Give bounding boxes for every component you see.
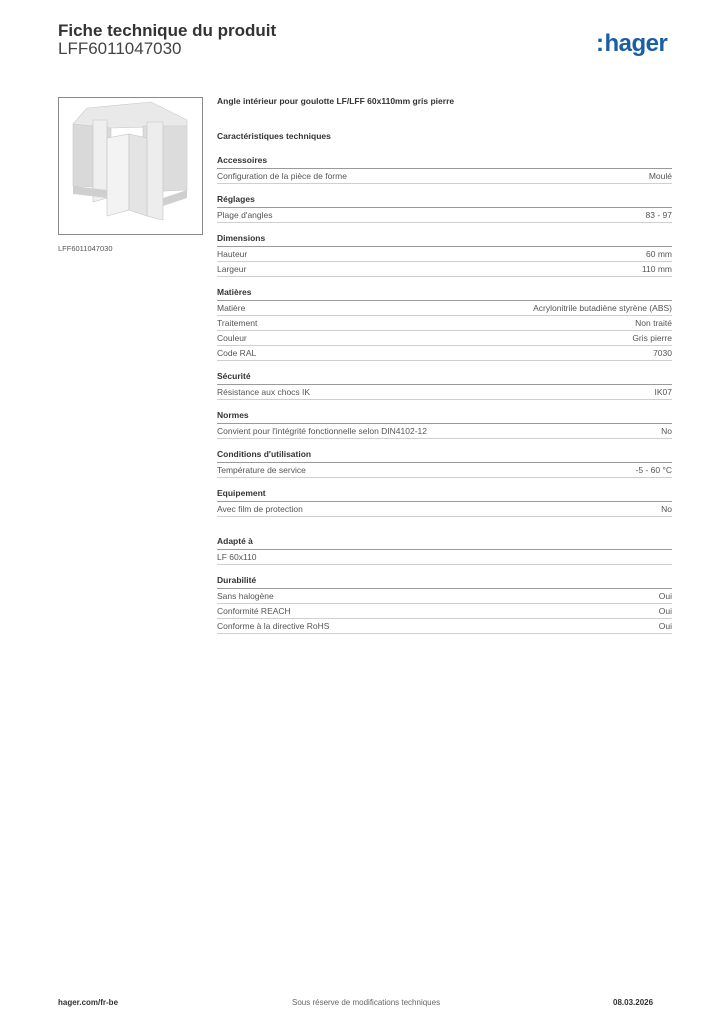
section-title: Accessoires xyxy=(217,155,672,169)
spec-value: Acrylonitrile butadiène styrène (ABS) xyxy=(533,303,672,313)
header-title: Fiche technique du produit xyxy=(58,21,277,40)
section-title: Equipement xyxy=(217,488,672,502)
tech-title: Caractéristiques techniques xyxy=(217,131,331,141)
section-equipement xyxy=(217,488,672,517)
section-title: Normes xyxy=(217,410,672,424)
logo-text: hager xyxy=(604,30,668,57)
section-title: Sécurité xyxy=(217,371,672,385)
spec-value: Gris pierre xyxy=(632,333,672,343)
spec-label: Résistance aux chocs IK xyxy=(217,387,311,397)
spec-label: Hauteur xyxy=(217,249,248,259)
spec-value: Oui xyxy=(658,606,672,616)
spec-row xyxy=(217,385,672,400)
footer-date: 08.03.2026 xyxy=(613,998,654,1007)
spec-value: -5 - 60 °C xyxy=(635,465,672,475)
spec-label: Couleur xyxy=(217,333,247,343)
section-matieres xyxy=(217,287,672,361)
spec-row xyxy=(217,346,672,361)
spec-row xyxy=(217,247,672,262)
spec-value: IK07 xyxy=(654,387,672,397)
section-conditions xyxy=(217,449,672,478)
spec-label: Conforme à la directive RoHS xyxy=(217,621,330,631)
spec-label: Traitement xyxy=(217,318,258,328)
section-normes xyxy=(217,410,672,439)
spec-label: Conformité REACH xyxy=(217,606,291,616)
product-image xyxy=(58,97,203,235)
spec-label: Température de service xyxy=(217,465,306,475)
section-adapte xyxy=(217,536,672,565)
website-link[interactable]: hager.com/fr-be xyxy=(58,998,119,1007)
spec-row xyxy=(217,502,672,517)
spec-label: LF 60x110 xyxy=(217,552,257,562)
section-reglages xyxy=(217,194,672,223)
spec-label: Configuration de la pièce de forme xyxy=(217,171,347,181)
section-title: Réglages xyxy=(217,194,672,208)
spec-panel xyxy=(217,96,672,634)
spec-label: Code RAL xyxy=(217,348,257,358)
logo-mark: : xyxy=(596,30,604,57)
spec-row xyxy=(217,301,672,316)
spec-value: No xyxy=(661,426,672,436)
section-title: Durabilité xyxy=(217,575,672,589)
product-name: Angle intérieur pour goulotte LF/LFF 60x110mm gris pierre xyxy=(217,96,455,106)
spec-label: Sans halogène xyxy=(217,591,274,601)
spec-row xyxy=(217,331,672,346)
section-accessoires xyxy=(217,155,672,184)
spec-row xyxy=(217,169,672,184)
spec-row xyxy=(217,208,672,223)
spec-row xyxy=(217,589,672,604)
section-durabilite xyxy=(217,575,672,634)
image-caption: LFF6011047030 xyxy=(58,244,113,253)
spec-row xyxy=(217,424,672,439)
spec-value: Non traité xyxy=(635,318,672,328)
spec-value: Oui xyxy=(658,621,672,631)
spec-row xyxy=(217,550,672,565)
section-title: Conditions d'utilisation xyxy=(217,449,672,463)
spec-value: 60 mm xyxy=(646,249,672,259)
corner-piece-illustration xyxy=(59,98,202,234)
spec-row xyxy=(217,619,672,634)
footer-notice: Sous réserve de modifications techniques xyxy=(292,998,441,1007)
spec-value: 83 - 97 xyxy=(645,210,672,220)
spec-row xyxy=(217,463,672,478)
spec-value: Oui xyxy=(658,591,672,601)
section-title: Dimensions xyxy=(217,233,672,247)
spec-value: No xyxy=(661,504,672,514)
spec-label: Avec film de protection xyxy=(217,504,303,514)
spec-row xyxy=(217,262,672,277)
spec-row xyxy=(217,316,672,331)
spec-label: Convient pour l'intégrité fonctionnelle selon DIN4102-12 xyxy=(217,426,428,436)
spec-value: 7030 xyxy=(653,348,672,358)
spec-row xyxy=(217,604,672,619)
spec-value: Moulé xyxy=(648,171,672,181)
section-securite xyxy=(217,371,672,400)
spec-label: Plage d'angles xyxy=(217,210,273,220)
section-title: Adapté à xyxy=(217,536,672,550)
hager-logo[interactable] xyxy=(596,30,667,58)
section-title: Matières xyxy=(217,287,672,301)
spec-label: Largeur xyxy=(217,264,247,274)
product-code: LFF6011047030 xyxy=(58,39,182,58)
section-dimensions xyxy=(217,233,672,277)
spec-value: 110 mm xyxy=(641,264,672,274)
spec-label: Matière xyxy=(217,303,246,313)
